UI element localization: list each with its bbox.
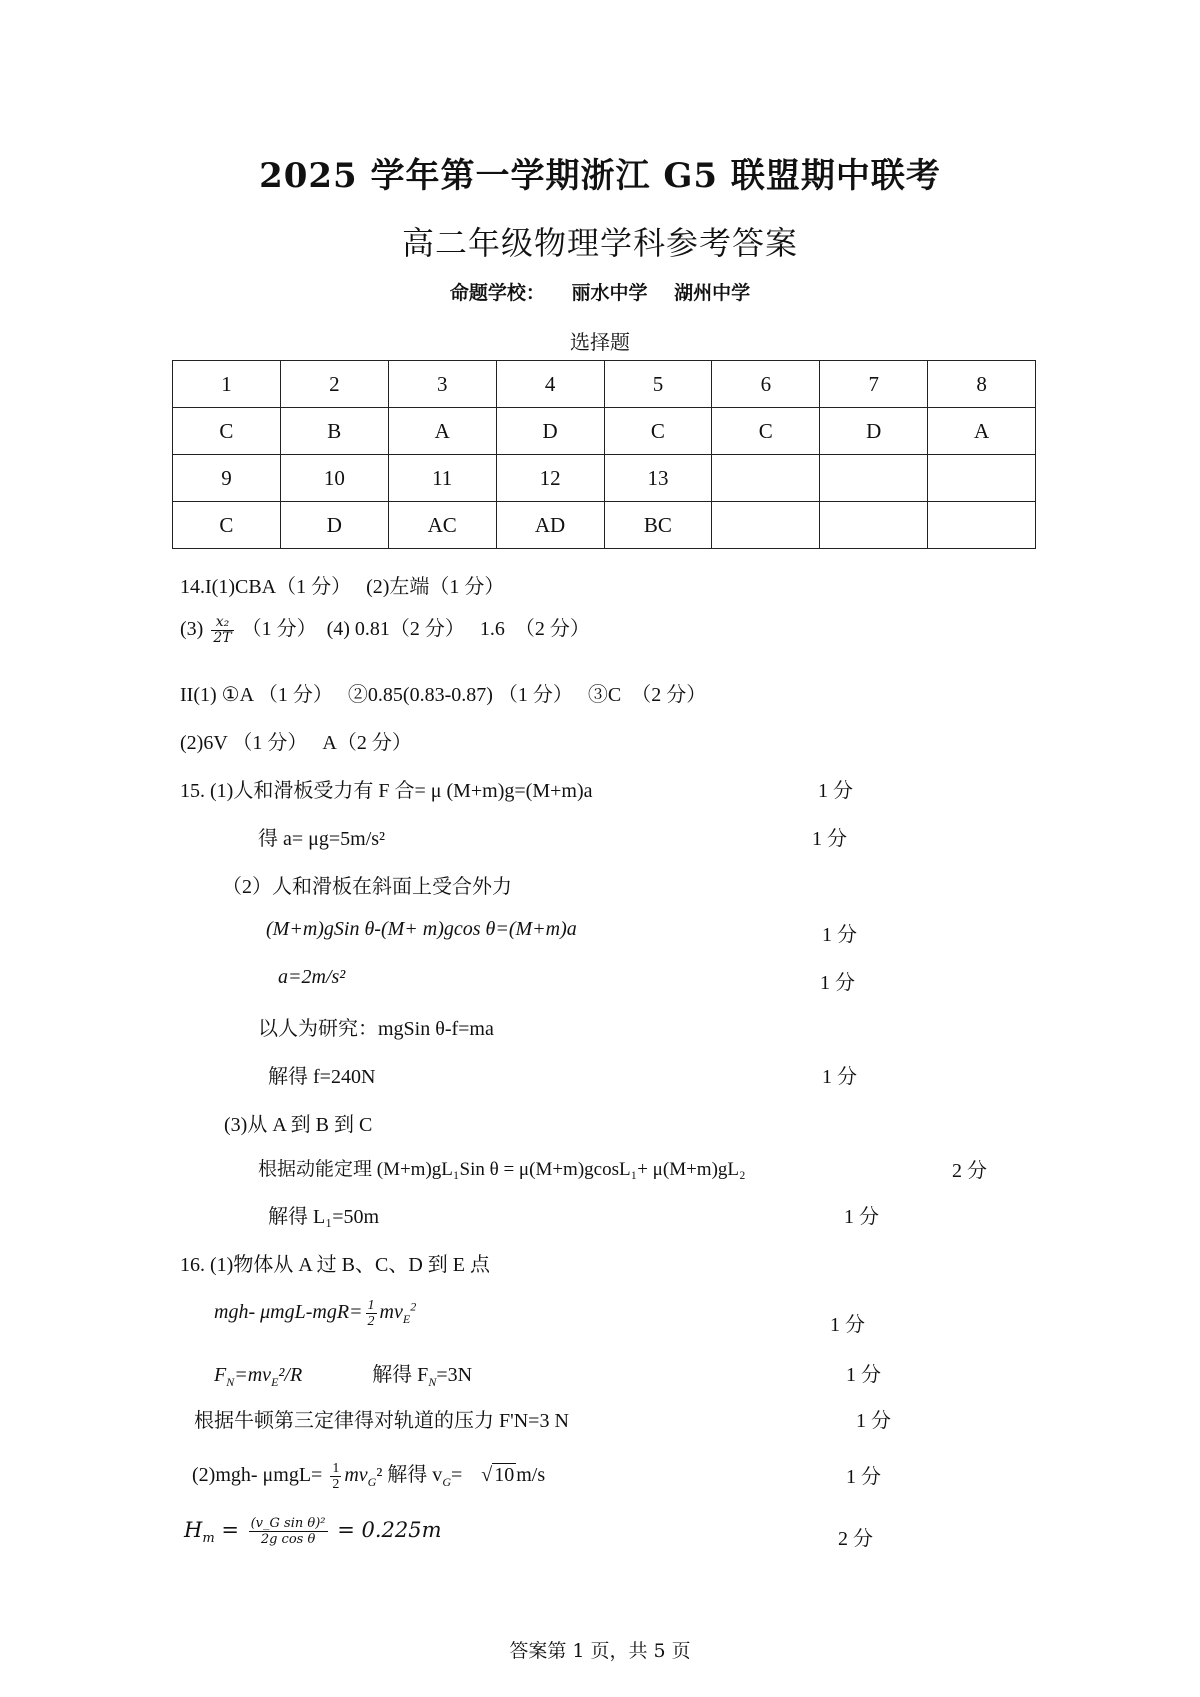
- answer-cell: 12: [496, 455, 604, 502]
- school-2: 湖州中学: [674, 282, 751, 304]
- q15-line-4: (M+m)gSin θ-(M+ m)gcos θ=(M+m)a: [266, 918, 577, 940]
- q15-line-6: 以人为研究：mgSin θ-f=ma: [258, 1018, 494, 1040]
- q16-score-3: 1 分: [846, 1364, 881, 1386]
- schools-line: [0, 278, 1200, 305]
- q14-part3-label: (3): [180, 618, 204, 640]
- answer-cell: 10: [280, 455, 388, 502]
- q14-line-1: 14.I(1)CBA（1 分） (2)左端（1 分）: [180, 576, 505, 598]
- answer-row: [173, 455, 1036, 502]
- schools-label: 命题学校：: [449, 282, 545, 304]
- q14-line-3: II(1) ①A （1 分） ②0.85(0.83-0.87) （1 分） ③C （2 分）: [180, 684, 707, 706]
- q16-line-4: 根据牛顿第三定律得对轨道的压力 F'N=3 N: [194, 1410, 569, 1432]
- q16-line-3: $F_N=mv_E^2/R$ 解得 $F_N=3N$: [214, 1364, 473, 1389]
- answer-cell: C: [173, 502, 281, 549]
- q16-score-5: 1 分: [846, 1466, 881, 1488]
- school-1: 丽水中学: [571, 282, 648, 304]
- q14-line-2: [180, 612, 590, 646]
- answer-cell: C: [712, 408, 820, 455]
- q16-height-fraction: $\frac{\text{(v\_G sin θ)²}}{\text{2g cos θ}}$: [250, 1516, 326, 1547]
- q15-score-5: 1 分: [820, 972, 855, 994]
- q15-line-9: 根据动能定理 (M+m)gL₁Sin θ = μ(M+m)gcosL₁+ μ(M+m)gL₂: [258, 1159, 746, 1180]
- answer-cell: A: [928, 408, 1036, 455]
- answer-cell: 9: [173, 455, 281, 502]
- q15-line-3: （2）人和滑板在斜面上受合外力: [222, 876, 512, 898]
- answer-cell: 2: [280, 361, 388, 408]
- q14-fraction: $\frac{\text{x₂}}{2T}$: [213, 613, 232, 646]
- q15-score-9: 2 分: [952, 1160, 987, 1182]
- q15-score-4: 1 分: [822, 924, 857, 946]
- answer-cell: [928, 502, 1036, 549]
- q15-line-2: 得 a= μg=5m/s²: [258, 828, 386, 850]
- q16-line-6: $H_m$ = $\frac{\text{(v\_G sin θ)²}}{\text{2g cos θ}}$ = 0.225m: [184, 1516, 442, 1547]
- q15-line-8: (3)从 A 到 B 到 C: [224, 1114, 373, 1136]
- answer-cell: AD: [496, 502, 604, 549]
- answer-cell: 3: [388, 361, 496, 408]
- answer-row: [173, 361, 1036, 408]
- q14-line-4: (2)6V （1 分） A（2 分）: [180, 732, 412, 754]
- answer-cell: D: [280, 502, 388, 549]
- answer-table: [172, 360, 1036, 549]
- q16-line-5: (2)mgh- μmgL= $\frac{1}{2}$ $mv_G^2$ 解得 $v_G=$ √ 10 m/s: [192, 1460, 546, 1492]
- q15-score-2: 1 分: [812, 828, 847, 850]
- answer-cell: [928, 455, 1036, 502]
- page-footer: 答案第 1 页，共 5 页: [509, 1640, 691, 1662]
- q16-score-4: 1 分: [856, 1410, 891, 1432]
- q16-line-1: 16. (1)物体从 A 过 B、C、D 到 E 点: [180, 1254, 490, 1276]
- q16-fraction-half: $\frac{1}{2}$: [367, 1298, 375, 1329]
- answer-cell: D: [496, 408, 604, 455]
- answer-cell: 7: [820, 361, 928, 408]
- answer-cell: 6: [712, 361, 820, 408]
- answer-cell: 11: [388, 455, 496, 502]
- answer-cell: D: [820, 408, 928, 455]
- q15-score-1: 1 分: [818, 780, 853, 802]
- q15-line-5: a=2m/s²: [278, 966, 346, 988]
- q16-score-2: 1 分: [830, 1314, 865, 1336]
- page-title: 2025 学年第一学期浙江 G5 联盟期中联考: [259, 156, 941, 196]
- q16-line-2: mgh- μmgL-mgR= $\frac{1}{2}$ $mv_E^2$: [214, 1298, 417, 1329]
- q15-line-10: 解得 L₁=50m: [268, 1206, 380, 1228]
- q15-line-7: 解得 f=240N: [268, 1066, 376, 1088]
- page-subtitle: 高二年级物理学科参考答案: [401, 224, 798, 262]
- q16-score-6: 2 分: [838, 1528, 873, 1550]
- sqrt-symbol: √ 10: [481, 1464, 515, 1486]
- answer-cell: BC: [604, 502, 712, 549]
- answer-cell: [820, 502, 928, 549]
- answer-cell: AC: [388, 502, 496, 549]
- answer-cell: 5: [604, 361, 712, 408]
- q15-score-10: 1 分: [844, 1206, 879, 1228]
- answer-cell: [712, 455, 820, 502]
- answer-cell: A: [388, 408, 496, 455]
- answer-cell: [820, 455, 928, 502]
- answer-row: [173, 502, 1036, 549]
- answer-cell: 1: [173, 361, 281, 408]
- q16-fraction-half-2: $\frac{1}{2}$: [332, 1460, 340, 1492]
- answer-row: [173, 408, 1036, 455]
- answer-cell: C: [604, 408, 712, 455]
- q15-line-1: 15. (1)人和滑板受力有 F 合= μ (M+m)g=(M+m)a: [180, 780, 593, 802]
- answer-cell: 8: [928, 361, 1036, 408]
- answer-cell: 13: [604, 455, 712, 502]
- answer-cell: B: [280, 408, 388, 455]
- section-heading: 选择题: [570, 330, 630, 354]
- q14-line-2-rest: （1 分） (4) 0.81（2 分） 1.6 （2 分）: [241, 618, 590, 640]
- q15-score-7: 1 分: [822, 1066, 857, 1088]
- answer-cell: [712, 502, 820, 549]
- answer-cell: 4: [496, 361, 604, 408]
- answer-cell: C: [173, 408, 281, 455]
